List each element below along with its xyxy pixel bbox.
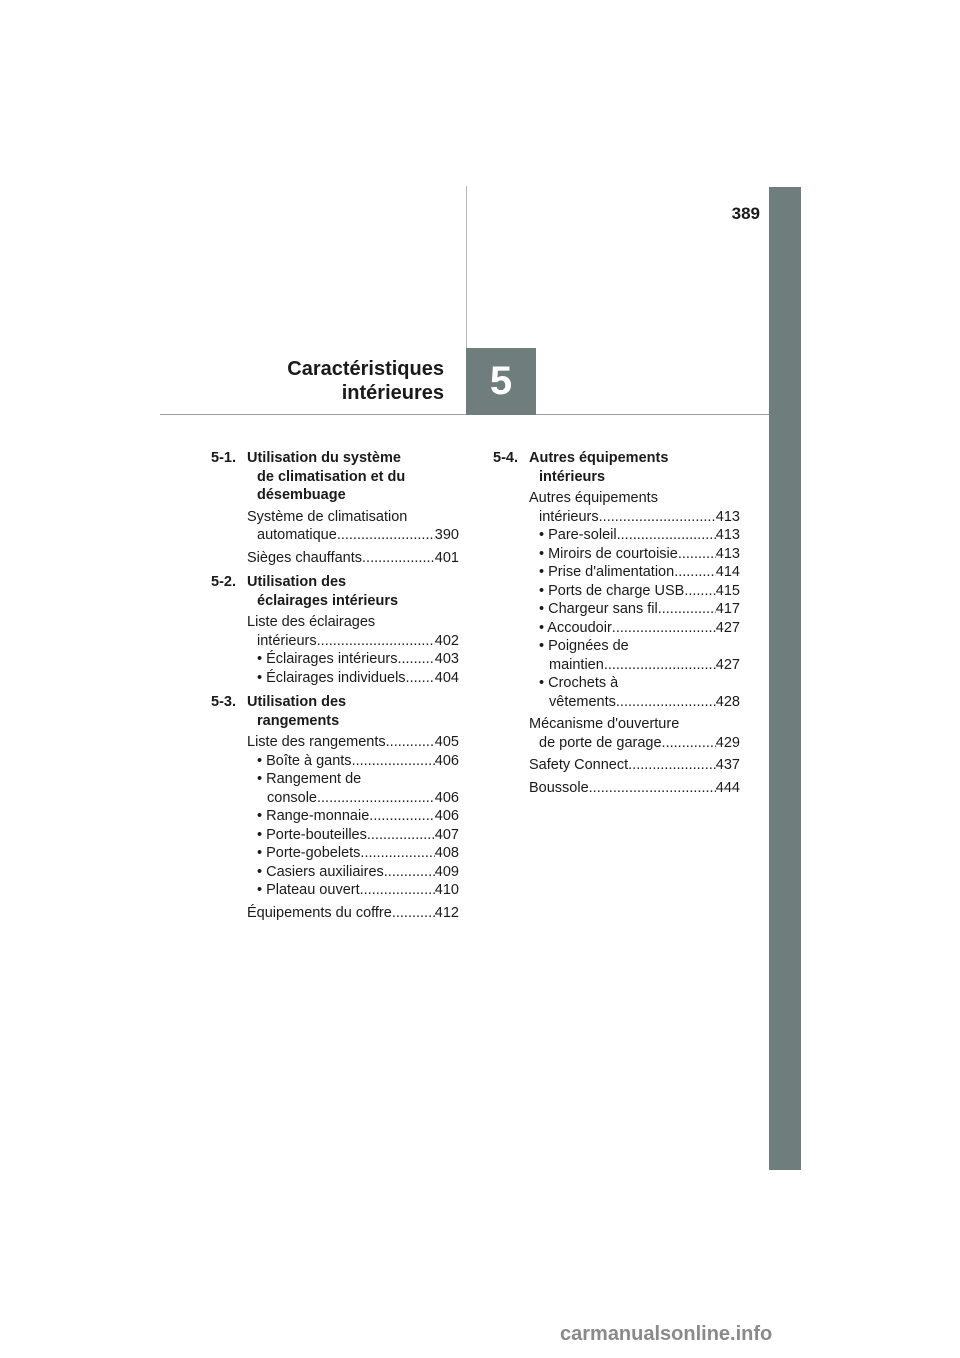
entry-text: • Chargeur sans fil [539, 601, 658, 617]
entry-text: Liste des éclairages [247, 614, 376, 630]
toc-subentry[interactable] [247, 844, 459, 863]
chapter-side-tab [769, 187, 801, 1170]
toc-subentry[interactable] [529, 563, 740, 582]
section-title-line: Utilisation du système [247, 450, 401, 466]
entry-text: • Crochets à [539, 675, 619, 691]
entry-text: intérieurs [539, 508, 599, 525]
toc-subentry[interactable] [529, 582, 740, 601]
entry-page: 414 [715, 564, 740, 580]
section-title-line: Autres équipements [529, 450, 669, 466]
section-heading[interactable] [211, 693, 459, 730]
entry-page: 429 [715, 734, 740, 751]
entry-text: • Range-monnaie [257, 808, 370, 824]
section-title-line: de climatisation et du [257, 468, 406, 485]
entry-text: Mécanisme d'ouverture [529, 716, 680, 732]
chapter-title-line-1: Caractéristiques [287, 358, 444, 380]
section-entries [211, 508, 459, 568]
section-entries [211, 733, 459, 922]
entry-text: vêtements [549, 693, 616, 710]
toc-entry[interactable] [529, 779, 740, 798]
entry-page: 403 [434, 651, 459, 667]
entry-text: • Casiers auxiliaires [257, 863, 384, 880]
entry-page: 404 [434, 669, 459, 686]
entry-text: de porte de garage [539, 734, 662, 751]
entry-text: • Plateau ouvert [257, 882, 360, 898]
entry-page: 427 [715, 619, 740, 636]
toc-subentry[interactable] [529, 600, 740, 619]
entry-text: console [267, 789, 317, 806]
entry-text: Sièges chauffants [247, 549, 363, 566]
toc-subentry[interactable] [247, 770, 459, 807]
entry-page: 413 [715, 545, 740, 562]
page-number: 389 [731, 204, 760, 223]
toc-section-5-1 [211, 449, 459, 567]
toc-subentry[interactable] [247, 669, 459, 688]
toc-subentry[interactable] [247, 807, 459, 826]
entry-page: 437 [715, 757, 740, 773]
toc-section-5-2 [211, 573, 459, 687]
entry-text: • Éclairages intérieurs [257, 651, 398, 667]
section-number: 5-2. [211, 574, 236, 590]
section-entries [493, 489, 740, 797]
entry-text: • Pare-soleil [539, 527, 617, 543]
toc-subentry[interactable] [529, 545, 740, 564]
entry-text: • Prise d'alimentation [539, 564, 675, 580]
section-title-line: Utilisation des [247, 574, 347, 590]
chapter-number-box: 5 [466, 348, 536, 415]
section-heading[interactable] [211, 449, 459, 505]
section-number: 5-3. [211, 694, 236, 710]
toc-entry[interactable] [247, 904, 459, 923]
entry-page: 428 [715, 693, 740, 710]
toc-entry[interactable] [247, 508, 459, 545]
entry-text: Système de climatisation [247, 508, 408, 525]
toc-subentry[interactable] [247, 826, 459, 845]
toc-left-column [211, 449, 459, 928]
toc-subentry[interactable] [247, 752, 459, 771]
entry-text: • Ports de charge USB [539, 582, 685, 599]
section-title-line: Utilisation des [247, 694, 347, 710]
watermark: carmanualsonline.info [560, 1323, 773, 1345]
entry-page: 406 [434, 808, 459, 824]
section-title-line: éclairages intérieurs [257, 592, 399, 609]
section-heading[interactable] [493, 449, 740, 486]
toc-subentry[interactable] [529, 637, 740, 674]
entry-text: • Boîte à gants [257, 752, 352, 769]
toc-entry[interactable] [529, 715, 740, 752]
section-heading[interactable] [211, 573, 459, 610]
entry-text: Équipements du coffre [247, 904, 392, 921]
entry-page: 413 [715, 527, 740, 543]
section-title-line: rangements [257, 712, 340, 729]
toc-entry[interactable] [247, 613, 459, 687]
entry-text: • Porte-bouteilles [257, 826, 367, 843]
section-title [247, 449, 405, 505]
entry-text: • Porte-gobelets [257, 845, 361, 861]
entry-text: automatique [257, 527, 337, 543]
entry-text: Safety Connect [529, 757, 629, 773]
header-horizontal-rule [160, 414, 769, 415]
toc-entry[interactable] [529, 756, 740, 775]
toc-subentry[interactable] [247, 650, 459, 669]
entry-page: 413 [715, 508, 740, 525]
entry-text: Boussole [529, 779, 589, 796]
toc-section-5-4 [493, 449, 740, 797]
toc-section-5-3 [211, 693, 459, 922]
section-title [247, 693, 346, 730]
toc-subentry[interactable] [529, 526, 740, 545]
entry-page: 412 [434, 904, 459, 921]
toc-entry[interactable] [247, 733, 459, 900]
entry-page: 401 [434, 549, 459, 566]
toc-subentry[interactable] [247, 881, 459, 900]
toc-subentry[interactable] [529, 619, 740, 638]
section-title-line: intérieurs [539, 468, 606, 485]
section-title-line: désembuage [257, 487, 346, 503]
entry-text: • Éclairages individuels [257, 669, 406, 686]
entry-page: 402 [434, 632, 459, 649]
entry-text: Liste des rangements [247, 734, 386, 750]
chapter-title-line-2: intérieures [341, 382, 444, 404]
entry-text: • Poignées de [539, 638, 629, 654]
toc-right-column [493, 449, 740, 803]
section-title [247, 573, 398, 610]
entry-page: 405 [434, 734, 459, 750]
section-number: 5-1. [211, 450, 236, 466]
toc-subentry[interactable] [529, 674, 740, 711]
toc-entry[interactable] [529, 489, 740, 711]
entry-page: 390 [434, 527, 459, 543]
section-entries [211, 613, 459, 687]
entry-text: intérieurs [257, 632, 317, 649]
entry-page: 407 [434, 826, 459, 843]
entry-text: • Rangement de [257, 771, 362, 787]
entry-page: 427 [715, 656, 740, 673]
toc-subentry[interactable] [247, 863, 459, 882]
entry-text: • Miroirs de courtoisie [539, 545, 678, 562]
toc-entry[interactable] [247, 549, 459, 568]
entry-page: 409 [434, 863, 459, 880]
entry-text: Autres équipements [529, 490, 658, 506]
entry-page: 444 [715, 779, 740, 796]
entry-page: 406 [434, 789, 459, 806]
entry-text: • Accoudoir [539, 619, 612, 636]
header-vertical-rule [466, 186, 467, 348]
entry-page: 415 [715, 582, 740, 599]
section-number: 5-4. [493, 450, 518, 466]
entry-page: 410 [434, 882, 459, 898]
section-title [529, 449, 668, 486]
entry-page: 406 [434, 752, 459, 769]
entry-page: 417 [715, 601, 740, 617]
entry-text: maintien [549, 656, 604, 673]
entry-page: 408 [434, 845, 459, 861]
chapter-title [200, 357, 444, 405]
